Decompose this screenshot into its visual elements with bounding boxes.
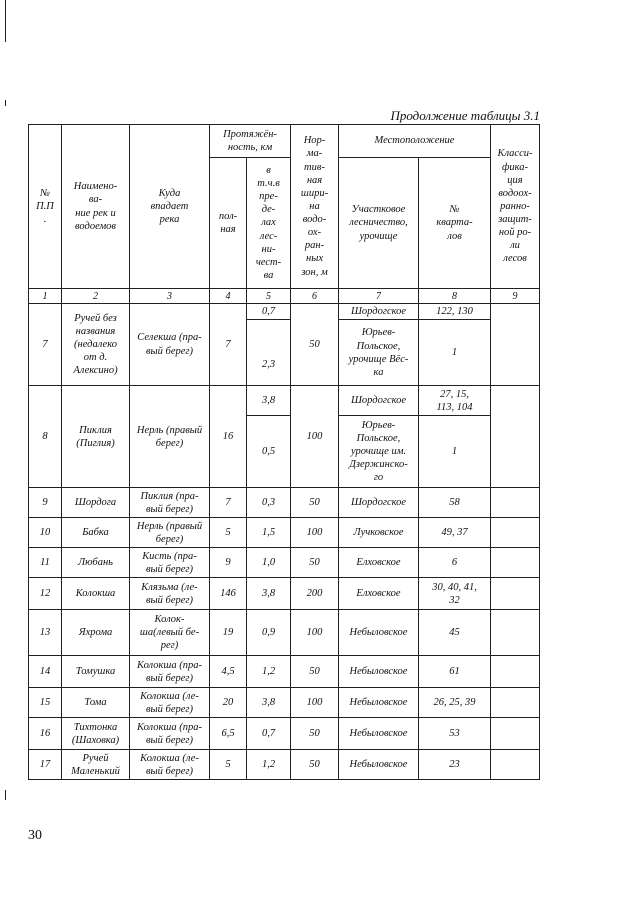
header-length: Протяжён- ность, км [210,125,291,158]
cell-no: 9 [29,488,62,518]
cell-where: Нерль (правый берег) [130,518,210,548]
cell-class [491,656,540,688]
cell-where: Колокша (ле- вый берег) [130,750,210,780]
col-number: 7 [339,289,419,304]
cell-no: 17 [29,750,62,780]
cell-class [491,578,540,610]
cell-quarter: 6 [419,548,491,578]
cell-norm: 50 [291,718,339,750]
cell-length: 6,5 [210,718,247,750]
cell-length: 4,5 [210,656,247,688]
cell-forest: 3,8 [247,578,291,610]
cell-forest: 0,9 [247,610,291,656]
cell-quarter: 1 [419,416,491,488]
cell-forest: 1,2 [247,656,291,688]
cell-forest: 3,8 [247,688,291,718]
col-number: 2 [62,289,130,304]
cell-quarter: 49, 37 [419,518,491,548]
page-number: 30 [28,828,42,843]
cell-district: Юрьев- Польское, урочище Вёс- ка [339,320,419,386]
margin-mark [5,100,6,106]
cell-norm: 50 [291,548,339,578]
cell-no: 7 [29,304,62,386]
cell-norm: 50 [291,750,339,780]
cell-name: Бабка [62,518,130,548]
col-number: 5 [247,289,291,304]
cell-name: Ручей Маленький [62,750,130,780]
table-row [29,718,540,750]
cell-where: Колокша (ле- вый берег) [130,688,210,718]
cell-length: 9 [210,548,247,578]
cell-district: Лучковское [339,518,419,548]
cell-norm: 50 [291,304,339,386]
table-row [29,688,540,718]
cell-quarter: 23 [419,750,491,780]
cell-name: Пиклия (Пиглия) [62,386,130,488]
cell-class [491,488,540,518]
cell-norm: 50 [291,656,339,688]
cell-where: Селекша (пра- вый берег) [130,304,210,386]
col-number: 8 [419,289,491,304]
table-row [29,548,540,578]
cell-no: 8 [29,386,62,488]
table-caption: Продолжение таблицы 3.1 [390,108,540,123]
cell-name: Колокша [62,578,130,610]
cell-quarter: 1 [419,320,491,386]
cell-length: 5 [210,750,247,780]
cell-where: Нерль (правый берег) [130,386,210,488]
col-number: 6 [291,289,339,304]
col-number: 3 [130,289,210,304]
cell-district: Шордогское [339,488,419,518]
cell-quarter: 45 [419,610,491,656]
cell-forest: 0,5 [247,416,291,488]
col-number: 4 [210,289,247,304]
cell-length: 146 [210,578,247,610]
table-row [29,610,540,656]
header-length-total: пол- ная [210,158,247,289]
cell-norm: 100 [291,688,339,718]
header-no: № П.П . [29,125,62,289]
cell-where: Колокша (пра- вый берег) [130,656,210,688]
cell-where: Кисть (пра- вый берег) [130,548,210,578]
cell-district: Небыловское [339,656,419,688]
cell-no: 15 [29,688,62,718]
cell-name: Томушка [62,656,130,688]
header-norm: Нор- ма- тив- ная шири- на водо- ох- ран- ных зон, м [291,125,339,289]
cell-district: Шордогское [339,304,419,320]
header-row [29,125,540,158]
cell-quarter: 53 [419,718,491,750]
header-name: Наимено- ва- ние рек и водоемов [62,125,130,289]
cell-no: 11 [29,548,62,578]
cell-forest: 3,8 [247,386,291,416]
cell-norm: 50 [291,488,339,518]
header-length-forest: в т.ч.в пре- де- лах лес- ни- чест- ва [247,158,291,289]
cell-name: Тома [62,688,130,718]
cell-forest: 2,3 [247,320,291,386]
cell-length: 7 [210,488,247,518]
cell-district: Небыловское [339,718,419,750]
col-number: 1 [29,289,62,304]
cell-district: Небыловское [339,688,419,718]
cell-length: 19 [210,610,247,656]
table-row [29,386,540,416]
margin-mark [5,0,6,42]
cell-class [491,304,540,386]
header-district: Участковое лесничество, урочище [339,158,419,289]
table-row [29,304,540,320]
margin-mark [5,790,6,800]
cell-where: Пиклия (пра- вый берег) [130,488,210,518]
cell-length: 20 [210,688,247,718]
cell-no: 16 [29,718,62,750]
cell-forest: 0,7 [247,304,291,320]
header-class: Класси- фика- ция водоох- ранно- защит- ной ро- ли лесов [491,125,540,289]
cell-district: Шордогское [339,386,419,416]
cell-quarter: 122, 130 [419,304,491,320]
cell-norm: 100 [291,386,339,488]
cell-class [491,518,540,548]
table-row [29,518,540,548]
cell-forest: 1,0 [247,548,291,578]
cell-district: Юрьев- Польское, урочище им. Дзержинско- го [339,416,419,488]
cell-class [491,548,540,578]
cell-no: 12 [29,578,62,610]
cell-class [491,688,540,718]
cell-district: Елховское [339,578,419,610]
water-bodies-table [28,124,540,780]
cell-forest: 0,7 [247,718,291,750]
cell-name: Любань [62,548,130,578]
table-row [29,750,540,780]
cell-class [491,750,540,780]
cell-district: Елховское [339,548,419,578]
cell-forest: 1,5 [247,518,291,548]
cell-norm: 100 [291,518,339,548]
cell-where: Колок- ша(левый бе- рег) [130,610,210,656]
cell-quarter: 58 [419,488,491,518]
header-quarter: № кварта- лов [419,158,491,289]
header-where: Куда впадает река [130,125,210,289]
cell-district: Небыловское [339,610,419,656]
cell-length: 16 [210,386,247,488]
cell-name: Ручей без названия (недалеко от д. Алексино) [62,304,130,386]
cell-quarter: 61 [419,656,491,688]
cell-class [491,718,540,750]
table-row [29,488,540,518]
column-numbers-row [29,289,540,304]
cell-quarter: 26, 25, 39 [419,688,491,718]
cell-norm: 100 [291,610,339,656]
cell-forest: 0,3 [247,488,291,518]
cell-where: Клязьма (ле- вый берег) [130,578,210,610]
cell-class [491,386,540,488]
col-number: 9 [491,289,540,304]
table-row [29,656,540,688]
cell-where: Колокша (пра- вый берег) [130,718,210,750]
cell-no: 10 [29,518,62,548]
cell-district: Небыловское [339,750,419,780]
cell-quarter: 27, 15, 113, 104 [419,386,491,416]
table-row [29,578,540,610]
cell-forest: 1,2 [247,750,291,780]
cell-length: 5 [210,518,247,548]
cell-name: Тихтонка (Шаховка) [62,718,130,750]
simple-rows [29,488,540,780]
cell-length: 7 [210,304,247,386]
header-location: Местоположение [339,125,491,158]
cell-norm: 200 [291,578,339,610]
cell-name: Яхрома [62,610,130,656]
cell-name: Шордога [62,488,130,518]
cell-quarter: 30, 40, 41, 32 [419,578,491,610]
cell-class [491,610,540,656]
cell-no: 13 [29,610,62,656]
cell-no: 14 [29,656,62,688]
